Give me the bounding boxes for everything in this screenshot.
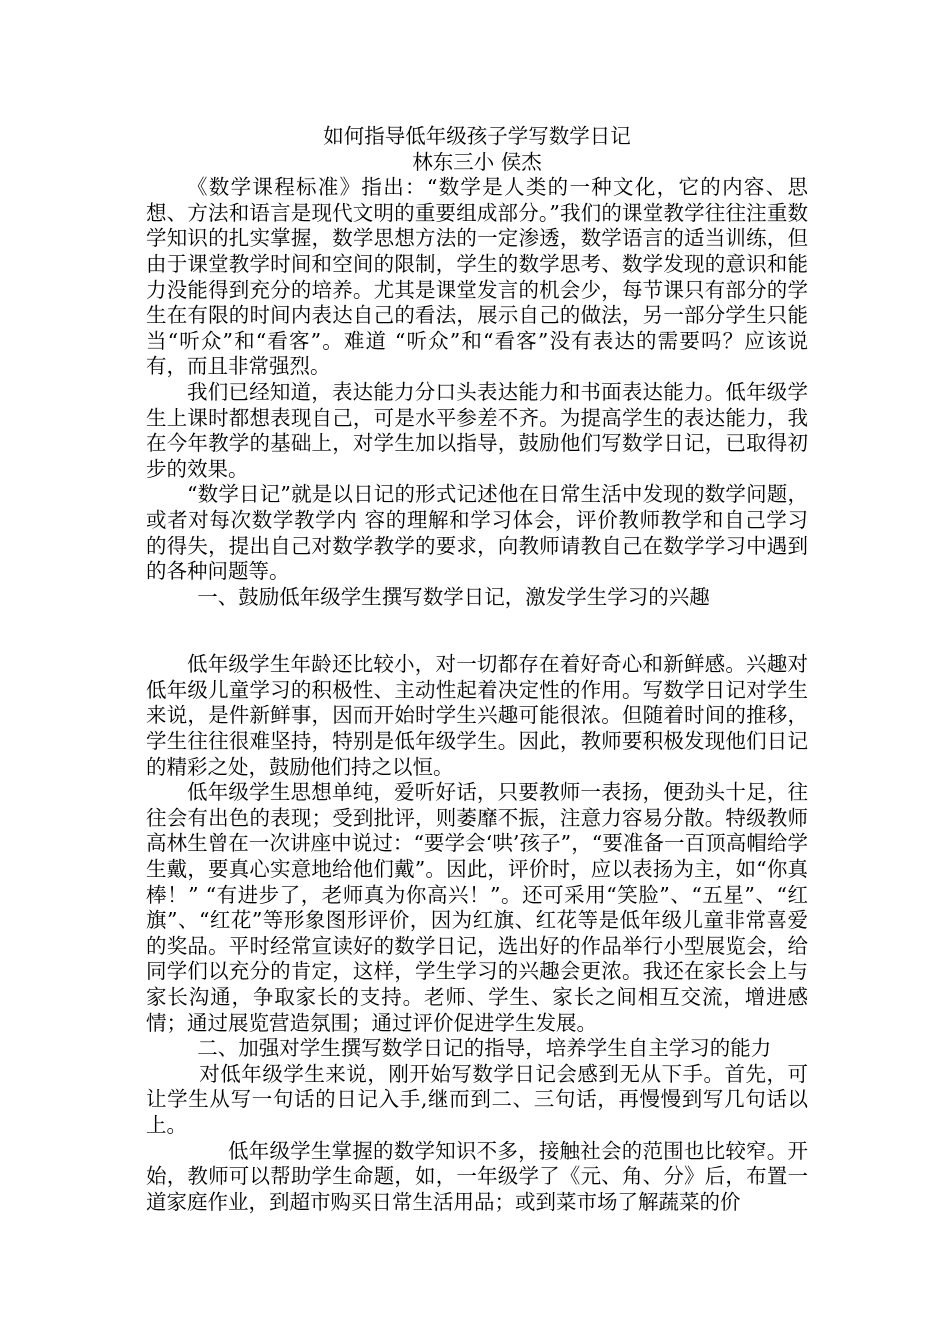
section-heading-1: 一、鼓励低年级学生撰写数学日记，激发学生学习的兴趣 bbox=[197, 584, 710, 609]
section-heading-2: 二、加强对学生撰写数学日记的指导，培养学生自主学习的能力 bbox=[197, 1036, 772, 1061]
paragraph: 对低年级学生来说，刚开始写数学日记会感到无从下手。首先，可让学生从写一句话的日记入手,继而到二、三句话，再慢慢到写几句话以上。 bbox=[146, 1061, 808, 1137]
paragraph: 低年级学生思想单纯，爱听好话，只要教师一表扬，便劲头十足，往往会有出色的表现；受到批评，则萎靡不振，注意力容易分散。特级教师高林生曾在一次讲座中说过：“要学会‘哄’孩子”，“要准备一百顶高帽给学生戴，要真心实意地给他们戴”。因此，评价时，应以表扬为主，如“你真棒！” “有进步了，老师真为你高兴！”。还可采用“笑脸”、“五星”、“红旗”、“红花”等形象图形评价，因为红旗、红花等是低年级儿童非常喜爱的奖品。平时经常宣读好的数学日记，选出好的作品举行小型展览会，给同学们以充分的肯定，这样，学生学习的兴趣会更浓。我还在家长会上与家长沟通，争取家长的支持。老师、学生、家长之间相互交流，增进感情；通过展览营造氛围；通过评价促进学生发展。 bbox=[146, 780, 808, 1035]
paragraph: 低年级学生年龄还比较小，对一切都存在着好奇心和新鲜感。兴趣对低年级儿童学习的积极性、主动性起着决定性的作用。写数学日记对学生来说，是件新鲜事，因而开始时学生兴趣可能很浓。但随着时间的推移，学生往往很难坚持，特别是低年级学生。因此，教师要积极发现他们日记的精彩之处，鼓励他们持之以恒。 bbox=[146, 652, 808, 779]
paragraph: 我们已经知道，表达能力分口头表达能力和书面表达能力。低年级学生上课时都想表现自己，可是水平参差不齐。为提高学生的表达能力，我在今年教学的基础上，对学生加以指导，鼓励他们写数学日记，已取得初步的效果。 bbox=[146, 379, 808, 481]
blank-line bbox=[146, 610, 808, 652]
paragraph: “数学日记”就是以日记的形式记述他在日常生活中发现的数学问题，或者对每次数学教学内 容的理解和学习体会，评价教师教学和自己学习的得失，提出自己对数学教学的要求，向教师请教自己在数学学习中遇到的各种问题等。 bbox=[146, 482, 808, 584]
paragraph: 低年级学生掌握的数学知识不多，接触社会的范围也比较窄。开始，教师可以帮助学生命题，如，一年级学了《元、角、分》后，布置一道家庭作业，到超市购买日常生活用品；或到菜市场了解蔬菜的价 bbox=[146, 1138, 808, 1214]
document-author: 林东三小 侯杰 bbox=[412, 149, 542, 174]
paragraph: 《数学课程标准》指出：“数学是人类的一种文化，它的内容、思想、方法和语言是现代文明的重要组成部分。”我们的课堂教学往往注重数学知识的扎实掌握，数学思想方法的一定渗透，数学语言的适当训练，但由于课堂教学时间和空间的限制，学生的数学思考、数学发现的意识和能力没能得到充分的培养。尤其是课堂发言的机会少，每节课只有部分的学生在有限的时间内表达自己的看法，展示自己的做法，另一部分学生只能当“听众”和“看客”。难道 “听众”和“看客”没有表达的需要吗？应该说有，而且非常强烈。 bbox=[146, 175, 808, 379]
document-title: 如何指导低年级孩子学写数学日记 bbox=[323, 124, 631, 148]
document-body bbox=[146, 124, 808, 1215]
